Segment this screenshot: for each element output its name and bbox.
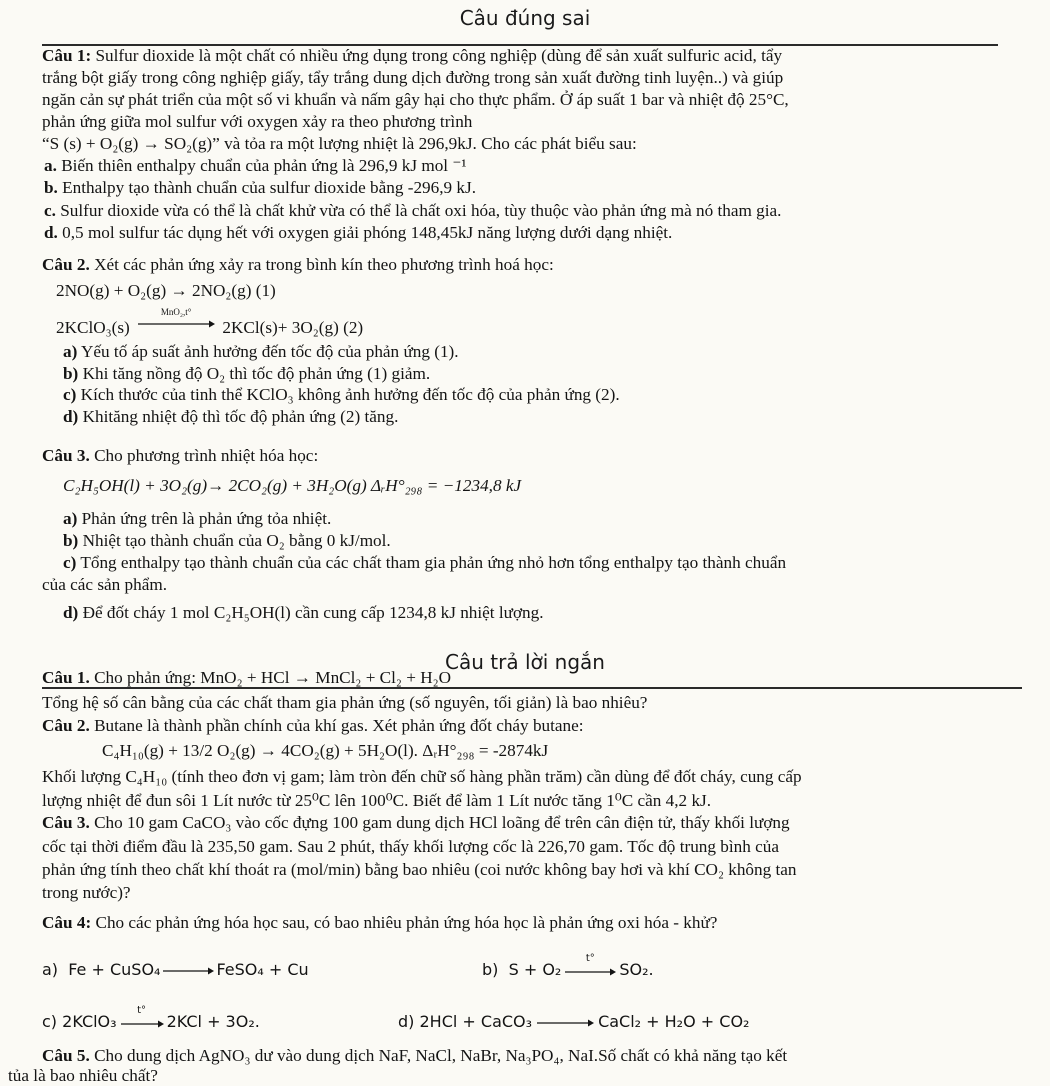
option-text: Sulfur dioxide vừa có thể là chất khử vừa có thể là chất oxi hóa, tùy thuộc vào phản ứng mà nó tham gia.: [60, 201, 782, 220]
option-label: d.: [44, 223, 58, 242]
option-text: Để đốt cháy 1 mol C₂H₅OH(l) cần cung cấp 1234,8 kJ nhiệt lượng.: [82, 603, 544, 622]
option-text: Khităng nhiệt độ thì tốc độ phản ứng (2) tăng.: [82, 407, 399, 426]
sa-q3-line-4: trong nước)?: [42, 883, 131, 902]
sa-q4-reaction-b: [482, 952, 654, 980]
sa-q4-reaction-d: [398, 1012, 749, 1032]
option-label: a): [63, 342, 78, 361]
question-text: Cho các phản ứng hóa học sau, có bao nhiêu phản ứng hóa học là phản ứng oxi hóa - khử?: [95, 913, 718, 932]
question-label: Câu 5.: [42, 1046, 90, 1065]
sa-q5-line-1: [42, 1046, 787, 1066]
sa-q2-line-3: Khối lượng C₄H₁₀ (tính theo đơn vị gam; làm tròn đến chữ số hàng phần trăm) cần dùng để đốt cháy, cung cấp: [42, 767, 802, 786]
arrow-icon: [162, 966, 214, 976]
option-label: c): [42, 1012, 58, 1031]
tf-q3-option-a: [63, 509, 331, 529]
option-text: Phản ứng trên là phản ứng tỏa nhiệt.: [81, 509, 332, 528]
option-label: d): [63, 603, 79, 622]
sa-q2-line-1: [42, 716, 584, 736]
arrow-icon: [536, 1018, 594, 1028]
question-text: Xét các phản ứng xảy ra trong bình kín theo phương trình hoá học:: [94, 255, 554, 274]
reaction-arrow: [137, 307, 215, 333]
sa-q5-line-2: tủa là bao nhiêu chất?: [8, 1066, 158, 1085]
section-title-short-answer: Câu trả lời ngắn: [445, 650, 605, 674]
question-text: Cho 10 gam CaCO₃ vào cốc đựng 100 gam dung dịch HCl loãng để trên cân điện tử, thấy khối lượng: [94, 813, 790, 832]
tf-q1-line-1: [42, 46, 782, 66]
sa-q3-line-2: cốc tại thời điểm đầu là 235,50 gam. Sau 2 phút, thấy khối lượng cốc là 226,70 gam. Tốc độ trung bình của: [42, 837, 779, 856]
tf-q3-option-b: [63, 531, 391, 551]
question-text: Cho dung dịch AgNO₃ dư vào dung dịch NaF, NaCl, NaBr, Na₃PO₄, NaI.Số chất có khả năng tạo kết: [94, 1046, 788, 1065]
option-label: a): [42, 960, 59, 979]
question-label: Câu 2.: [42, 716, 90, 735]
sa-q3-line-3: phản ứng tính theo chất khí thoát ra (mol/min) bằng bao nhiêu (coi nước không bay hơi và khí CO₂ không tan: [42, 860, 797, 879]
reactants: Fe + CuSO₄: [68, 960, 161, 979]
option-label: d): [63, 407, 79, 426]
reactants: 2HCl + CaCO₃: [419, 1012, 533, 1031]
reaction-arrow: [120, 1004, 164, 1032]
option-text: Tổng enthalpy tạo thành chuẩn của các chất tham gia phản ứng nhỏ hơn tổng enthalpy tạo thành chuẩn: [80, 553, 787, 572]
tf-q2-equation-2: [56, 307, 364, 338]
tf-q3-equation: C₂H₅OH(l) + 3O₂(g)→ 2CO₂(g) + 3H₂O(g) ΔᵣH°₂₉₈ = −1234,8 kJ: [63, 476, 522, 495]
question-label: Câu 3.: [42, 813, 90, 832]
sa-q2-equation: C₄H₁₀(g) + 13/2 O₂(g) → 4CO₂(g) + 5H₂O(l). ΔᵣH°₂₉₈ = -2874kJ: [102, 741, 549, 760]
question-label: Câu 2.: [42, 255, 90, 274]
option-text: Khi tăng nồng độ O₂ thì tốc độ phản ứng (1) giảm.: [82, 364, 431, 383]
section-title-true-false: Câu đúng sai: [459, 6, 591, 30]
products: CaCl₂ + H₂O + CO₂: [598, 1012, 750, 1031]
tf-q3-option-c: [63, 553, 786, 573]
question-label: Câu 4:: [42, 913, 92, 932]
option-label: a.: [44, 156, 57, 175]
tf-q2-option-b: [63, 364, 430, 384]
option-text: 0,5 mol sulfur tác dụng hết với oxygen giải phóng 148,45kJ năng lượng dưới dạng nhiệt.: [62, 223, 673, 242]
tf-q3-option-d: [63, 603, 544, 623]
option-text: Enthalpy tạo thành chuẩn của sulfur dioxide bằng -296,9 kJ.: [62, 178, 476, 197]
products: SO₂.: [619, 960, 654, 979]
option-label: c.: [44, 201, 56, 220]
products: 2KCl + 3O₂.: [166, 1012, 260, 1031]
tf-q2-option-c: [63, 385, 620, 405]
option-label: c): [63, 385, 77, 404]
arrow-icon: [137, 319, 215, 329]
question-label: Câu 1.: [42, 668, 90, 687]
sa-q2-line-4: lượng nhiệt để đun sôi 1 Lít nước từ 25⁰C lên 100⁰C. Biết để làm 1 Lít nước tăng 1⁰C cần 4,2 kJ.: [42, 791, 712, 810]
tf-q1-option-d: [44, 223, 672, 243]
arrow-icon: [120, 1019, 164, 1029]
option-text: Biến thiên enthalpy chuẩn của phản ứng là 296,9 kJ mol ⁻¹: [61, 156, 467, 175]
reaction-condition: t°: [585, 952, 595, 964]
tf-q1-line-3: ngăn cản sự phát triển của một số vi khuẩn và nấm gây hại cho thực phẩm. Ở áp suất 1 bar và nhiệt độ 25°C,: [42, 90, 789, 109]
reaction-condition: MnO₂,t°: [160, 307, 192, 317]
option-label: b): [482, 960, 499, 979]
question-text: Cho phương trình nhiệt hóa học:: [94, 446, 319, 465]
reactants: S + O₂: [508, 960, 562, 979]
tf-q1-option-a: [44, 156, 467, 176]
option-label: a): [63, 509, 78, 528]
question-text: Sulfur dioxide là một chất có nhiều ứng dụng trong công nghiệp (dùng để sản xuất sulfuric acid, tẩy: [95, 46, 783, 65]
question-label: Câu 1:: [42, 46, 92, 65]
question-text: Cho phản ứng: MnO₂ + HCl → MnCl₂ + Cl₂ + H₂O: [94, 668, 452, 687]
products: FeSO₄ + Cu: [216, 960, 309, 979]
tf-q1-option-c: [44, 201, 781, 221]
tf-q1-line-5: “S (s) + O₂(g) → SO₂(g)” và tỏa ra một lượng nhiệt là 296,9kJ. Cho các phát biểu sau:: [42, 134, 637, 153]
option-label: d): [398, 1012, 415, 1031]
tf-q2-option-a: [63, 342, 459, 362]
sa-q4-reaction-a: [42, 960, 309, 980]
tf-q3-line-1: [42, 446, 318, 466]
option-label: c): [63, 553, 77, 572]
tf-q1-line-2: trắng bột giấy trong công nghiệp giấy, tẩy trắng dung dịch đường trong sản xuất đường tinh luyện..) và giúp: [42, 68, 784, 87]
sa-q4-reaction-c: [42, 1004, 260, 1032]
option-label: b.: [44, 178, 58, 197]
tf-q1-line-4: phản ứng giữa mol sulfur với oxygen xảy ra theo phương trình: [42, 112, 473, 131]
tf-q2-line-1: [42, 255, 554, 275]
tf-q2-option-d: [63, 407, 398, 427]
option-text: Yếu tố áp suất ảnh hưởng đến tốc độ của phản ứng (1).: [81, 342, 459, 361]
option-label: b): [63, 364, 79, 383]
tf-q1-option-b: [44, 178, 476, 198]
sa-q1-line-1: [42, 668, 451, 688]
products: 2KCl(s)+ 3O₂(g) (2): [222, 318, 364, 337]
option-label: b): [63, 531, 79, 550]
tf-q3-option-c-cont: của các sản phẩm.: [42, 575, 168, 594]
sa-q3-line-1: [42, 813, 790, 833]
sa-q4-line-1: [42, 913, 717, 933]
sa-q1-line-2: Tổng hệ số cân bằng của các chất tham gia phản ứng (số nguyên, tối giản) là bao nhiêu?: [42, 693, 648, 712]
arrow-icon: [564, 967, 616, 977]
tf-q2-equation-1: 2NO(g) + O₂(g) → 2NO₂(g) (1): [56, 281, 276, 300]
reactants: 2KClO₃(s): [56, 318, 130, 337]
option-text: Kích thước của tinh thể KClO₃ không ảnh hưởng đến tốc độ của phản ứng (2).: [80, 385, 620, 404]
reactants: 2KClO₃: [62, 1012, 117, 1031]
option-text: Nhiệt tạo thành chuẩn của O₂ bằng 0 kJ/mol.: [82, 531, 391, 550]
question-label: Câu 3.: [42, 446, 90, 465]
reaction-arrow: [564, 952, 616, 980]
reaction-condition: t°: [137, 1004, 147, 1016]
question-text: Butane là thành phần chính của khí gas. Xét phản ứng đốt cháy butane:: [94, 716, 584, 735]
